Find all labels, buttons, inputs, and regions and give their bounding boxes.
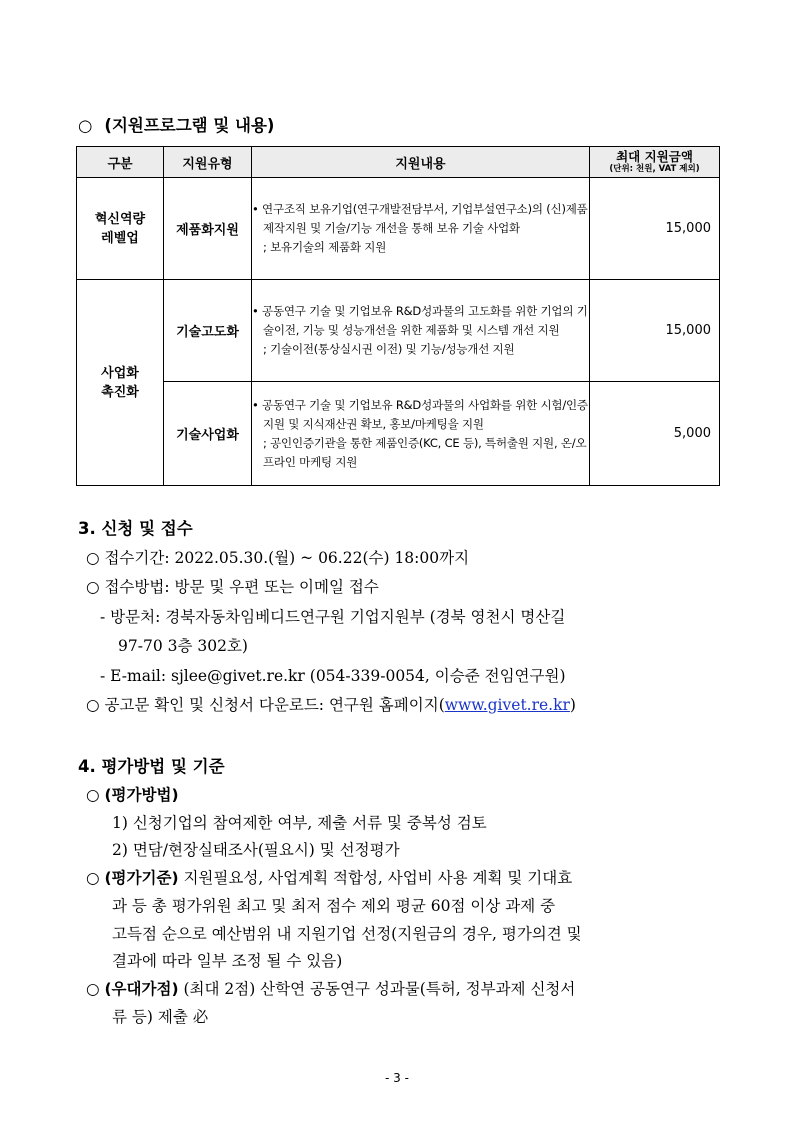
program-table [76, 146, 720, 486]
program-heading [78, 112, 274, 136]
cell-amount: 15,000 [590, 280, 720, 382]
desc-note: ; 공인인증기관을 통한 제품인증(KC, CE 등), 특허출원 지원, 온/오프라인 마케팅 지원 [263, 435, 587, 469]
email-contact: - E-mail: sjlee@givet.re.kr (054-339-0054, 이승준 전임연구원) [100, 667, 566, 685]
desc-note: ; 보유기술의 제품화 지원 [263, 240, 387, 254]
header-amount-sub: (단위: 천원, VAT 제외) [609, 164, 700, 174]
bonus-text: (최대 2점) 산학연 공동연구 성과물(특허, 정부과제 신청서 [178, 980, 576, 998]
cell-category: 혁신역량 레벨업 [77, 178, 164, 280]
header-amount [590, 147, 720, 178]
bonus-label: (우대가점) [104, 980, 179, 998]
cell-type: 기술고도화 [164, 280, 252, 382]
table-row [77, 280, 720, 382]
desc-bullet: • 공동연구 기술 및 기업보유 R&D성과물의 사업화를 위한 시험/인증지원 및 지식재산권 확보, 홍보/마케팅을 지원 [252, 397, 588, 431]
eval-method-heading [86, 783, 179, 805]
eval-criteria [86, 866, 572, 888]
bullet-circle: ○ [78, 116, 93, 135]
eval-criteria-cont: 결과에 따라 일부 조정 될 수 있음) [112, 952, 343, 970]
bonus-points [86, 977, 575, 999]
desc-bullet: • 연구조직 보유기업(연구개발전담부서, 기업부설연구소)의 (신)제품 제작지원 및 기술/기능 개선을 통해 보유 기술 사업화 [252, 202, 588, 235]
download-info [86, 693, 576, 715]
bullet-circle: ○ [86, 980, 100, 998]
cell-content [252, 382, 590, 486]
apply-period: ○ 접수기간: 2022.05.30.(월) ~ 06.22(수) 18:00까지 [86, 549, 470, 567]
table-header-row [77, 147, 720, 178]
download-prefix: ○ 공고문 확인 및 신청서 다운로드: 연구원 홈페이지( [86, 696, 445, 714]
download-suffix: ) [569, 696, 576, 714]
section3-title: 3. 신청 및 접수 [78, 519, 193, 538]
eval-method-label: (평가방법) [104, 786, 179, 804]
cell-content [252, 178, 590, 280]
table-row [77, 382, 720, 486]
header-content: 지원내용 [252, 147, 590, 178]
visit-address: - 방문처: 경북자동차임베디드연구원 기업지원부 (경북 영천시 명산길 [100, 608, 566, 626]
desc-bullet: • 공동연구 기술 및 기업보유 R&D성과물의 고도화를 위한 기업의 기술이전, 기능 및 성능개선을 위한 제품화 및 시스템 개선 지원 [252, 304, 588, 337]
bullet-circle: ○ [86, 786, 100, 804]
cell-category: 사업화 촉진화 [77, 280, 164, 486]
eval-criteria-label: (평가기준) [104, 869, 179, 887]
homepage-link[interactable]: www.givet.re.kr [444, 696, 570, 714]
apply-method: ○ 접수방법: 방문 및 우편 또는 이메일 접수 [86, 578, 379, 596]
eval-criteria-text: 지원필요성, 사업계획 적합성, 사업비 사용 계획 및 기대효 [178, 869, 573, 887]
visit-address-cont: 97-70 3층 302호) [118, 637, 248, 655]
cell-content [252, 280, 590, 382]
desc-note: ; 기술이전(통상실시권 이전) 및 기능/성능개선 지원 [263, 342, 515, 356]
header-type: 지원유형 [164, 147, 252, 178]
eval-criteria-cont: 고득점 순으로 예산범위 내 지원기업 선정(지원금의 경우, 평가의견 및 [112, 925, 582, 943]
cell-amount: 5,000 [590, 382, 720, 486]
eval-method-1: 1) 신청기업의 참여제한 여부, 제출 서류 및 중복성 검토 [112, 814, 487, 832]
bonus-text-cont: 류 등) 제출 必 [112, 1008, 209, 1026]
cell-amount: 15,000 [590, 178, 720, 280]
header-category: 구분 [77, 147, 164, 178]
program-heading-text: (지원프로그램 및 내용) [104, 116, 275, 135]
section4-title: 4. 평가방법 및 기준 [78, 757, 225, 776]
cell-type: 기술사업화 [164, 382, 252, 486]
bullet-circle: ○ [86, 869, 100, 887]
header-amount-main: 최대 지원금액 [616, 149, 693, 164]
page-number: - 3 - [385, 1071, 409, 1085]
table-row [77, 178, 720, 280]
eval-criteria-cont: 과 등 총 평가위원 최고 및 최저 점수 제외 평균 60점 이상 과제 중 [112, 897, 556, 915]
cell-type: 제품화지원 [164, 178, 252, 280]
eval-method-2: 2) 면담/현장실태조사(필요시) 및 선정평가 [112, 841, 400, 859]
